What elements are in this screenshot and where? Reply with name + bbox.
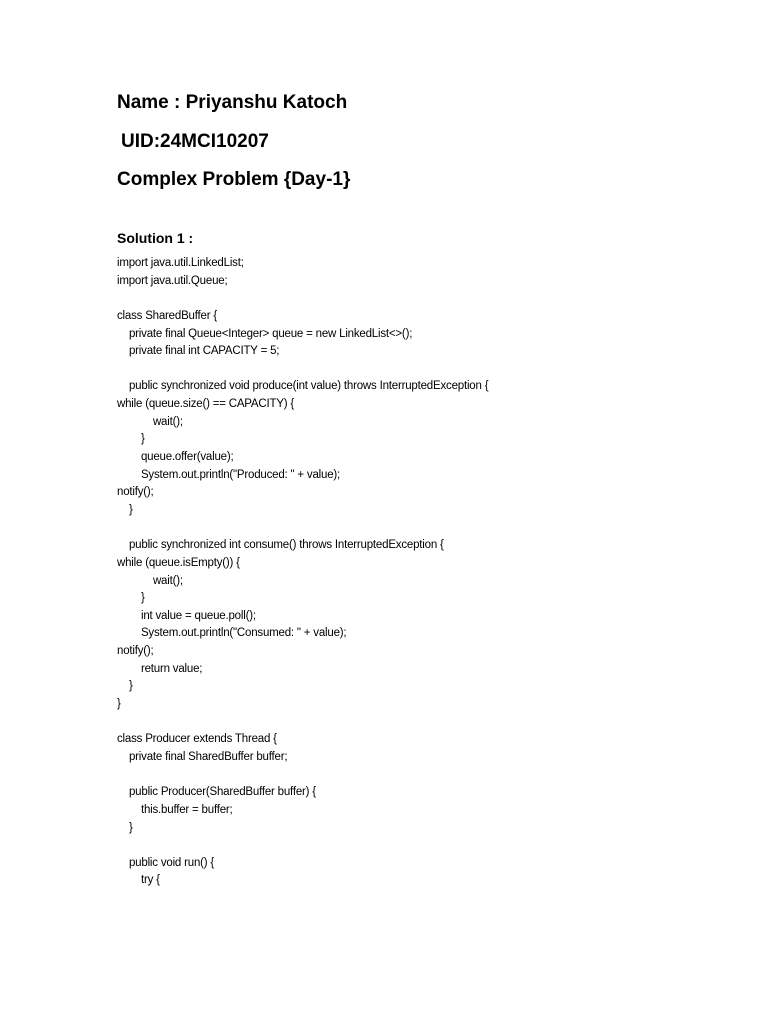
- solution-heading: Solution 1 :: [117, 230, 194, 246]
- code-line: }: [117, 680, 133, 693]
- code-line: private final int CAPACITY = 5;: [117, 345, 280, 358]
- code-line: [117, 290, 488, 308]
- code-line: private final Queue<Integer> queue = new LinkedList<>();: [117, 327, 413, 340]
- code-line: System.out.println("Consumed: " + value);: [117, 627, 347, 640]
- code-line: import java.util.LinkedList;: [117, 257, 244, 269]
- code-line: [117, 837, 488, 855]
- code-line: while (queue.isEmpty()) {: [117, 556, 240, 569]
- code-line: while (queue.size() == CAPACITY) {: [117, 398, 295, 411]
- code-line: this.buffer = buffer;: [117, 803, 233, 816]
- code-line: public synchronized int consume() throws InterruptedException {: [117, 539, 444, 552]
- code-line: wait();: [117, 574, 183, 587]
- student-name: Name : Priyanshu Katoch: [117, 92, 348, 113]
- code-line: }: [117, 433, 145, 446]
- code-listing: [117, 255, 488, 890]
- code-line: }: [117, 503, 133, 516]
- code-line: try {: [117, 874, 160, 887]
- code-line: notify();: [117, 645, 154, 658]
- code-line: public synchronized void produce(int value) throws InterruptedException {: [117, 380, 489, 393]
- code-line: return value;: [117, 662, 203, 675]
- code-line: [117, 767, 488, 785]
- code-line: [117, 520, 488, 538]
- code-line: [117, 714, 488, 732]
- code-line: private final SharedBuffer buffer;: [117, 750, 288, 763]
- code-line: }: [117, 592, 145, 605]
- code-line: import java.util.Queue;: [117, 274, 228, 287]
- code-line: queue.offer(value);: [117, 451, 234, 464]
- document-title: Complex Problem {Day-1}: [117, 169, 351, 190]
- code-line: }: [117, 821, 133, 834]
- code-line: wait();: [117, 415, 183, 428]
- code-line: class Producer extends Thread {: [117, 733, 277, 746]
- code-line: notify();: [117, 486, 154, 499]
- code-line: class SharedBuffer {: [117, 309, 217, 322]
- code-line: int value = queue.poll();: [117, 609, 256, 622]
- code-line: public void run() {: [117, 856, 215, 869]
- code-line: }: [117, 698, 121, 711]
- student-uid: UID:24MCI10207: [121, 131, 269, 152]
- code-line: [117, 361, 488, 379]
- code-line: public Producer(SharedBuffer buffer) {: [117, 786, 316, 799]
- code-line: System.out.println("Produced: " + value);: [117, 468, 341, 481]
